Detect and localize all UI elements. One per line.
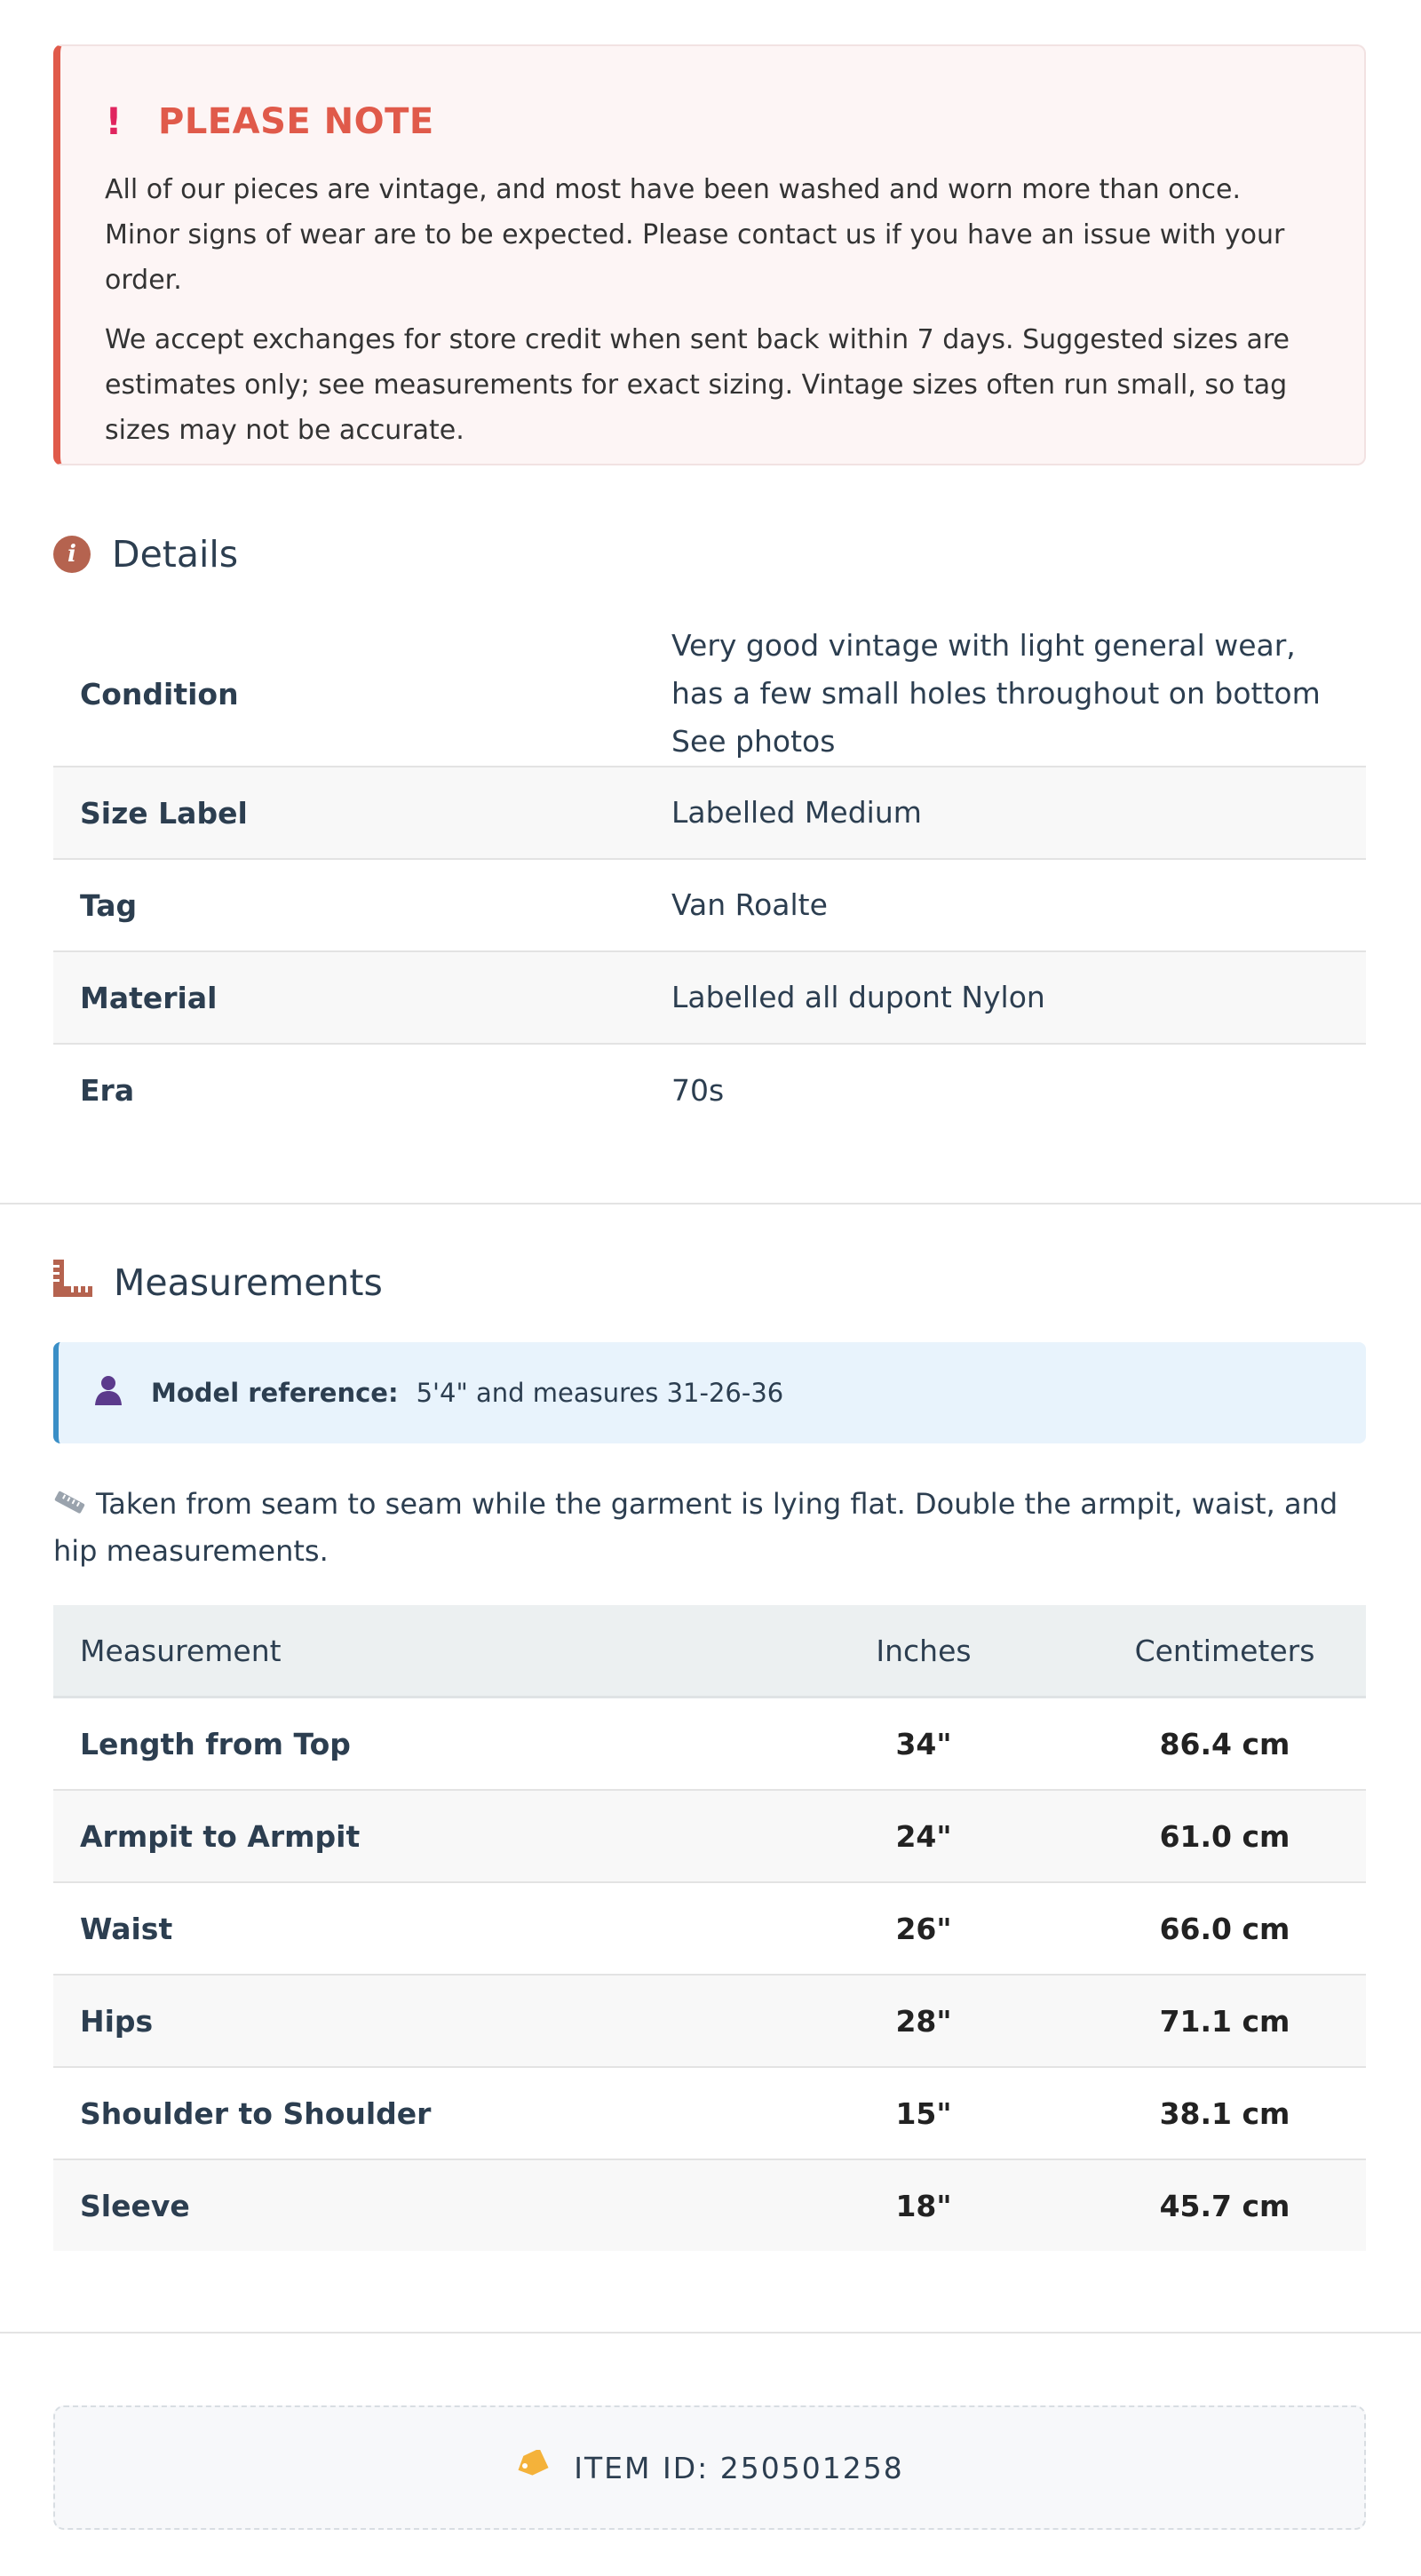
details-value: 70s: [671, 1072, 725, 1108]
table-row: [53, 1697, 1366, 1791]
measurements-table: [53, 1605, 1366, 2251]
measurement-cm: 86.4 cm: [1159, 1726, 1290, 1761]
item-id-box: [53, 2405, 1366, 2530]
exclamation-icon: !: [105, 99, 123, 143]
measurement-name: Armpit to Armpit: [80, 1818, 361, 1854]
measurement-cm: 38.1 cm: [1159, 2095, 1290, 2131]
measurement-cm: 71.1 cm: [1159, 2003, 1290, 2039]
details-value: Labelled Medium: [671, 795, 922, 830]
column-header-measurement: Measurement: [53, 1605, 764, 1697]
measurement-inches: 28": [895, 2003, 952, 2039]
notice-title: PLEASE NOTE: [158, 101, 434, 142]
details-value: Very good vintage with light general wear, has a few small holes throughout on bottom See photos: [671, 628, 1321, 759]
measurement-name: Sleeve: [80, 2188, 190, 2223]
measurement-inches: 15": [895, 2095, 952, 2131]
model-reference-box: [53, 1342, 1366, 1443]
details-label: Material: [80, 980, 218, 1015]
table-row: [53, 1975, 1366, 2067]
measurements-heading: [53, 1260, 383, 1306]
table-row: [53, 2159, 1366, 2251]
details-label: Era: [80, 1073, 135, 1108]
details-label: Condition: [80, 676, 239, 712]
measurement-name: Length from Top: [80, 1726, 351, 1761]
details-title: Details: [112, 533, 239, 576]
measurement-name: Shoulder to Shoulder: [80, 2095, 432, 2131]
measurement-note-text: Taken from seam to seam while the garment is lying flat. Double the armpit, waist, and hip measurements.: [53, 1487, 1338, 1568]
column-header-inches: Inches: [764, 1605, 1084, 1697]
table-row: [53, 1790, 1366, 1882]
details-row-era: [53, 1044, 1366, 1136]
measurement-inches: 24": [895, 1818, 952, 1854]
column-header-centimeters: Centimeters: [1084, 1605, 1366, 1697]
details-heading: [53, 533, 238, 576]
table-row: [53, 2067, 1366, 2159]
details-row-size-label: [53, 767, 1366, 859]
measurement-cm: 45.7 cm: [1159, 2188, 1290, 2223]
notice-header: [105, 101, 1320, 142]
measurement-cm: 61.0 cm: [1159, 1818, 1290, 1854]
item-id-label: ITEM ID: 250501258: [574, 2450, 904, 2485]
measurements-header-row: [53, 1605, 1366, 1697]
details-row-tag: [53, 859, 1366, 951]
section-divider: [0, 2332, 1421, 2334]
measurement-cm: 66.0 cm: [1159, 1911, 1290, 1946]
measurement-inches: 26": [895, 1911, 952, 1946]
details-value: Labelled all dupont Nylon: [671, 980, 1045, 1014]
measurement-name: Waist: [80, 1911, 173, 1946]
model-reference-label: Model reference:: [151, 1378, 399, 1408]
ruler-small-icon: [53, 1483, 85, 1529]
table-row: [53, 1882, 1366, 1975]
details-row-condition: [53, 622, 1366, 767]
tag-icon: [515, 2450, 549, 2485]
details-table: [53, 622, 1366, 1136]
section-divider: [0, 1203, 1421, 1205]
notice-paragraph-exchanges: We accept exchanges for store credit when sent back within 7 days. Suggested sizes are estimates only; see measurements for exact sizing. Vintage sizes often run small, so tag sizes may not be accurate.: [105, 324, 1290, 446]
measurements-title: Measurements: [114, 1261, 383, 1304]
info-icon: i: [53, 536, 91, 573]
measurement-name: Hips: [80, 2003, 154, 2039]
ruler-icon: [53, 1260, 92, 1306]
notice-paragraph-wear: All of our pieces are vintage, and most have been washed and worn more than once. Minor signs of wear are to be expected. Please contact us if you have an issue with your order.: [105, 174, 1285, 296]
measurement-note: [53, 1482, 1366, 1574]
model-reference-value: 5'4" and measures 31-26-36: [416, 1378, 784, 1408]
details-value: Van Roalte: [671, 887, 828, 922]
measurement-inches: 34": [895, 1726, 952, 1761]
details-label: Tag: [80, 887, 138, 923]
details-row-material: [53, 951, 1366, 1044]
measurement-inches: 18": [895, 2188, 952, 2223]
details-label: Size Label: [80, 795, 248, 831]
person-icon: [94, 1375, 123, 1411]
notice-box: [53, 44, 1366, 465]
